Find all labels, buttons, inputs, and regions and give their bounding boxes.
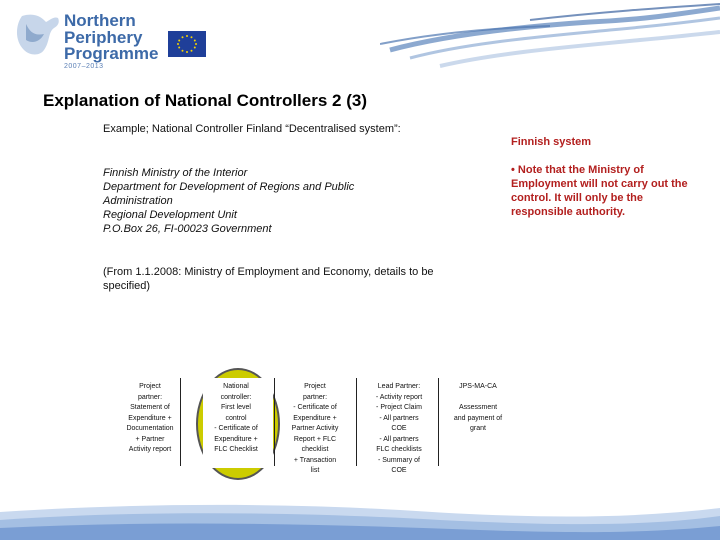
ministry-line: Administration — [103, 195, 173, 207]
flow-step-line: - Activity report — [375, 393, 423, 401]
finnish-system-label: Finnish system — [511, 136, 592, 148]
flow-step-line: COE — [391, 425, 407, 432]
flow-step-line: - All partners — [379, 435, 419, 443]
flow-step-line: FLC Checklist — [214, 446, 258, 453]
flow-step-line: JPS-MA-CA — [459, 383, 497, 390]
flow-step-line: Expenditure + — [128, 414, 172, 422]
flow-step-line: list — [310, 467, 320, 474]
flow-step-line: - Summary of — [377, 456, 420, 464]
flow-step-line: grant — [470, 425, 486, 432]
flow-step-line: Partner Activity — [291, 425, 339, 432]
flow-step-line: partner: — [137, 393, 163, 401]
flow-step-line: controller: — [220, 393, 252, 401]
flow-step-line — [444, 393, 512, 404]
logo-line-1: Northern — [64, 11, 136, 30]
flow-step-line: First level — [221, 404, 251, 411]
flow-step-jps-ma-ca — [444, 382, 512, 435]
flow-step-line: Expenditure + — [214, 435, 258, 443]
flow-step-line: FLC checklists — [376, 446, 422, 453]
ministry-line: Finnish Ministry of the Interior — [103, 167, 248, 179]
flow-divider — [356, 378, 357, 466]
flow-step-line: - Certificate of — [293, 404, 337, 411]
flow-step-line: + Transaction — [293, 456, 337, 464]
from-note: (From 1.1.2008: Ministry of Employment and Economy, details to be specified) — [103, 266, 434, 292]
flow-step-line: Assessment — [458, 404, 498, 411]
flow-step-line: partner: — [302, 393, 328, 401]
slide-title: Explanation of National Controllers 2 (3) — [43, 91, 367, 110]
flow-step-line: and payment of — [453, 414, 503, 422]
responsible-authority-note: • Note that the Ministry of Employment will not carry out the control. It will only be the responsible authority. — [511, 164, 688, 218]
flow-step-project-partner-certificate — [282, 382, 348, 477]
ministry-address-block — [103, 166, 423, 236]
flow-step-national-controller — [203, 382, 269, 456]
flow-divider — [438, 378, 439, 466]
logo-line-3: Programme — [64, 44, 159, 63]
flow-step-line: Project — [304, 383, 326, 390]
flow-step-project-partner-statement — [117, 382, 183, 456]
flow-step-line: - All partners — [379, 414, 419, 422]
eu-flag-icon — [168, 31, 206, 57]
footer-wave-decoration — [0, 500, 720, 540]
flow-step-line: Expenditure + — [293, 414, 337, 422]
flow-step-line: Project — [139, 383, 161, 390]
flow-divider — [274, 378, 275, 466]
flow-step-line: - Project Claim — [376, 404, 422, 411]
ministry-line: Department for Development of Regions and Public — [103, 181, 355, 193]
flow-step-line: Lead Partner: — [377, 383, 421, 390]
flow-step-line: COE — [391, 467, 407, 474]
flow-step-line: checklist — [301, 446, 329, 453]
flow-step-lead-partner — [366, 382, 432, 477]
flow-step-line: Statement of — [130, 404, 170, 411]
ministry-line: Regional Development Unit — [103, 209, 237, 221]
bird-logo-icon — [14, 10, 62, 60]
logo-line-2: Periphery — [64, 28, 143, 47]
flow-step-line: National — [223, 383, 249, 390]
flow-step-line: + Partner — [135, 435, 165, 443]
flow-step-line: Activity report — [128, 446, 172, 453]
flow-step-line: - Certificate of — [214, 425, 258, 432]
logo-years: 2007–2013 — [64, 63, 104, 70]
ministry-line: P.O.Box 26, FI-00023 Government — [103, 223, 272, 235]
flow-step-line: Report + FLC — [293, 435, 337, 443]
flow-step-line: control — [225, 414, 247, 422]
header-wave-decoration — [380, 0, 720, 80]
flow-step-line: Documentation — [126, 425, 174, 432]
example-heading: Example; National Controller Finland “Decentralised system”: — [103, 123, 401, 135]
